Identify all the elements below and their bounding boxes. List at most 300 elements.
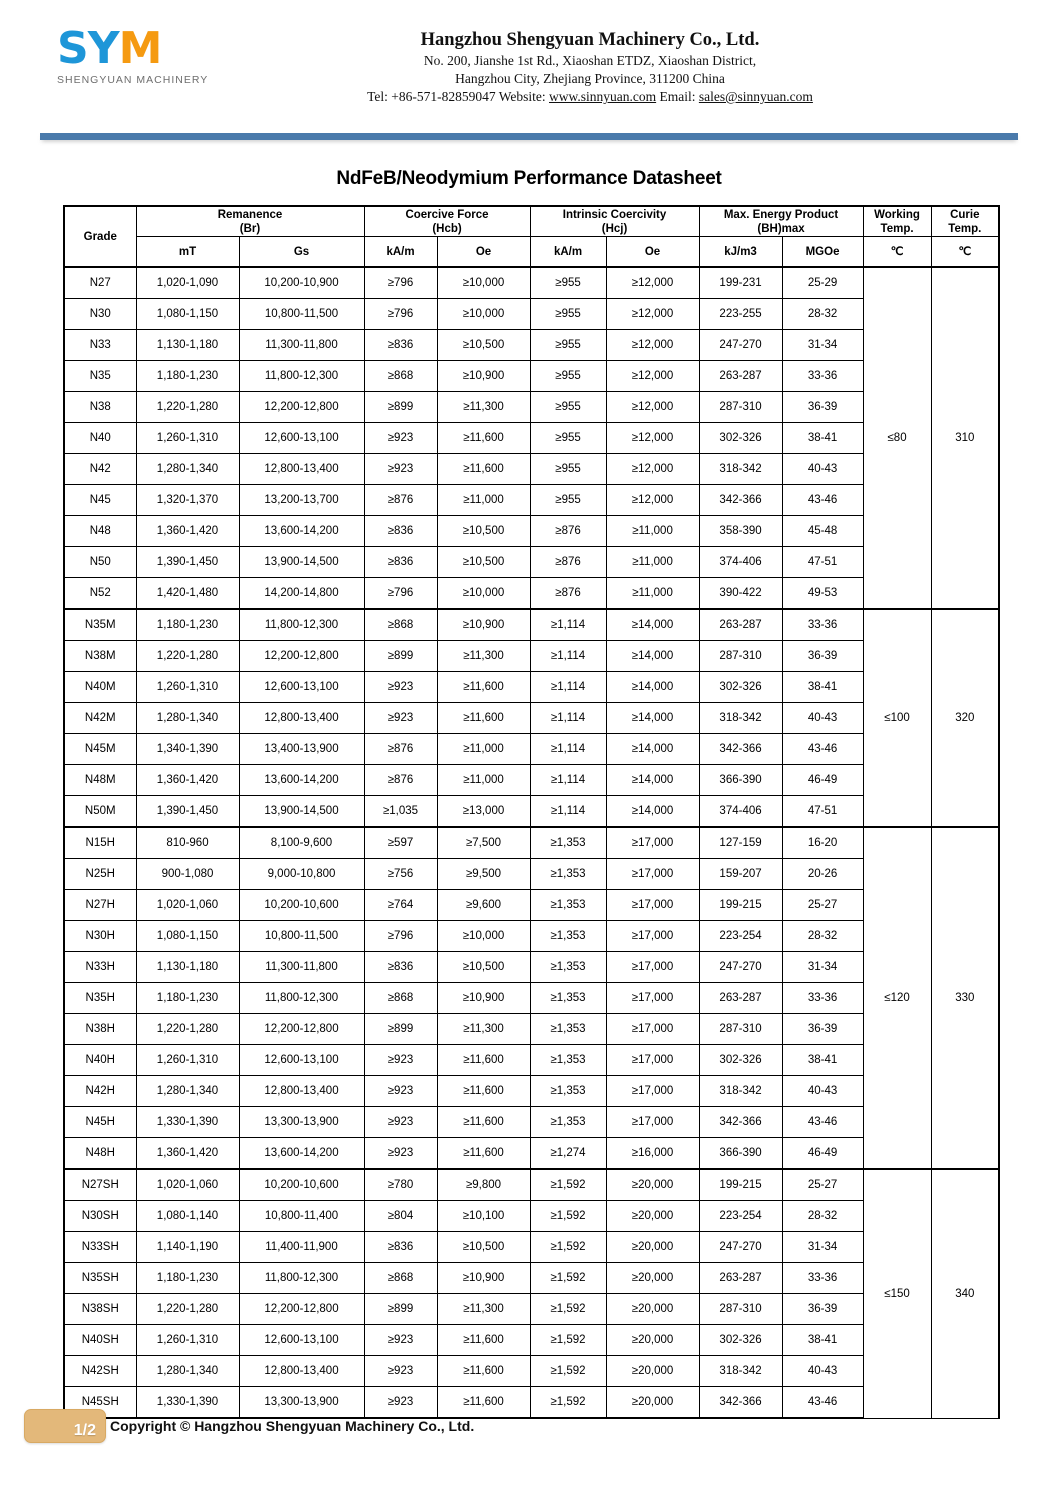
cell-bh-mgoe: 38-41 bbox=[782, 1325, 863, 1356]
cell-br-gs: 11,300-11,800 bbox=[239, 330, 364, 361]
cell-hcj-ka: ≥955 bbox=[530, 454, 606, 485]
cell-bh-kj: 358-390 bbox=[699, 516, 782, 547]
table-row bbox=[64, 361, 999, 392]
table-row bbox=[64, 1232, 999, 1263]
cell-hcb-ka: ≥899 bbox=[364, 1014, 437, 1045]
cell-br-mt: 900-1,080 bbox=[136, 859, 239, 890]
cell-bh-mgoe: 36-39 bbox=[782, 392, 863, 423]
cell-hcj-oe: ≥20,000 bbox=[606, 1356, 699, 1387]
cell-hcb-oe: ≥10,500 bbox=[437, 952, 530, 983]
cell-br-mt: 1,390-1,450 bbox=[136, 796, 239, 828]
cell-hcj-oe: ≥14,000 bbox=[606, 672, 699, 703]
cell-bh-kj: 199-215 bbox=[699, 1169, 782, 1201]
cell-br-mt: 1,280-1,340 bbox=[136, 703, 239, 734]
cell-hcj-oe: ≥20,000 bbox=[606, 1232, 699, 1263]
cell-hcb-ka: ≥923 bbox=[364, 1045, 437, 1076]
cell-bh-mgoe: 28-32 bbox=[782, 921, 863, 952]
cell-br-mt: 1,360-1,420 bbox=[136, 516, 239, 547]
unit-header-bh-kj: kJ/m3 bbox=[699, 237, 782, 268]
unit-header-curie-temp: ℃ bbox=[931, 237, 999, 268]
cell-hcb-oe: ≥10,500 bbox=[437, 1232, 530, 1263]
table-row bbox=[64, 516, 999, 547]
cell-grade: N50M bbox=[64, 796, 136, 828]
cell-hcb-oe: ≥9,500 bbox=[437, 859, 530, 890]
cell-grade: N48 bbox=[64, 516, 136, 547]
cell-hcj-ka: ≥1,353 bbox=[530, 952, 606, 983]
cell-grade: N40H bbox=[64, 1045, 136, 1076]
cell-hcb-oe: ≥11,600 bbox=[437, 1045, 530, 1076]
cell-hcj-oe: ≥12,000 bbox=[606, 330, 699, 361]
cell-grade: N42H bbox=[64, 1076, 136, 1107]
cell-br-mt: 1,080-1,150 bbox=[136, 921, 239, 952]
cell-hcb-oe: ≥11,600 bbox=[437, 423, 530, 454]
cell-br-gs: 12,800-13,400 bbox=[239, 703, 364, 734]
cell-hcj-ka: ≥1,353 bbox=[530, 1014, 606, 1045]
unit-header-br-mt: mT bbox=[136, 237, 239, 268]
cell-grade: N35 bbox=[64, 361, 136, 392]
cell-working-temp: ≤120 bbox=[863, 827, 931, 1169]
cell-br-gs: 11,800-12,300 bbox=[239, 361, 364, 392]
table-row bbox=[64, 1356, 999, 1387]
cell-hcb-oe: ≥10,000 bbox=[437, 578, 530, 610]
cell-bh-kj: 263-287 bbox=[699, 983, 782, 1014]
cell-hcj-ka: ≥1,592 bbox=[530, 1263, 606, 1294]
cell-hcb-ka: ≥923 bbox=[364, 1387, 437, 1419]
cell-br-gs: 12,200-12,800 bbox=[239, 641, 364, 672]
cell-grade: N52 bbox=[64, 578, 136, 610]
cell-br-mt: 1,260-1,310 bbox=[136, 1045, 239, 1076]
cell-hcj-oe: ≥20,000 bbox=[606, 1387, 699, 1419]
table-row bbox=[64, 1107, 999, 1138]
cell-bh-mgoe: 33-36 bbox=[782, 361, 863, 392]
cell-bh-mgoe: 38-41 bbox=[782, 423, 863, 454]
cell-bh-mgoe: 43-46 bbox=[782, 1387, 863, 1419]
table-row bbox=[64, 921, 999, 952]
cell-bh-mgoe: 47-51 bbox=[782, 547, 863, 578]
company-address-line-2: Hangzhou City, Zhejiang Province, 311200 China bbox=[455, 71, 725, 86]
cell-hcb-oe: ≥10,900 bbox=[437, 361, 530, 392]
cell-hcj-ka: ≥955 bbox=[530, 423, 606, 454]
col-header-working-temp bbox=[863, 206, 931, 237]
cell-br-gs: 12,800-13,400 bbox=[239, 1076, 364, 1107]
cell-bh-kj: 374-406 bbox=[699, 547, 782, 578]
cell-hcj-ka: ≥1,353 bbox=[530, 1107, 606, 1138]
cell-bh-mgoe: 36-39 bbox=[782, 1014, 863, 1045]
cell-bh-mgoe: 46-49 bbox=[782, 765, 863, 796]
cell-bh-kj: 302-326 bbox=[699, 423, 782, 454]
cell-hcj-oe: ≥17,000 bbox=[606, 983, 699, 1014]
cell-grade: N33 bbox=[64, 330, 136, 361]
cell-br-mt: 1,130-1,180 bbox=[136, 330, 239, 361]
cell-grade: N38M bbox=[64, 641, 136, 672]
cell-br-gs: 11,300-11,800 bbox=[239, 952, 364, 983]
cell-bh-kj: 390-422 bbox=[699, 578, 782, 610]
cell-curie-temp: 340 bbox=[931, 1169, 999, 1418]
cell-hcb-oe: ≥10,000 bbox=[437, 299, 530, 330]
cell-bh-kj: 366-390 bbox=[699, 765, 782, 796]
cell-hcb-ka: ≥923 bbox=[364, 1325, 437, 1356]
cell-br-mt: 1,280-1,340 bbox=[136, 454, 239, 485]
table-row bbox=[64, 547, 999, 578]
cell-curie-temp: 320 bbox=[931, 609, 999, 827]
cell-bh-kj: 223-254 bbox=[699, 921, 782, 952]
cell-bh-mgoe: 36-39 bbox=[782, 1294, 863, 1325]
table-row bbox=[64, 890, 999, 921]
cell-br-gs: 8,100-9,600 bbox=[239, 827, 364, 859]
cell-br-gs: 13,300-13,900 bbox=[239, 1387, 364, 1419]
logo-letter-s: S bbox=[57, 23, 88, 74]
remanence-symbol: (Br) bbox=[239, 222, 261, 235]
company-contact-line bbox=[240, 88, 940, 106]
cell-hcj-ka: ≥1,353 bbox=[530, 1076, 606, 1107]
cell-br-mt: 1,260-1,310 bbox=[136, 1325, 239, 1356]
cell-hcj-oe: ≥12,000 bbox=[606, 423, 699, 454]
website-link[interactable]: www.sinnyuan.com bbox=[549, 89, 657, 104]
cell-bh-kj: 287-310 bbox=[699, 1294, 782, 1325]
table-row bbox=[64, 392, 999, 423]
cell-hcb-oe: ≥11,600 bbox=[437, 1387, 530, 1419]
cell-hcb-ka: ≥923 bbox=[364, 454, 437, 485]
cell-hcb-ka: ≥876 bbox=[364, 734, 437, 765]
copyright-text: Copyright © Hangzhou Shengyuan Machinery Co., Ltd. bbox=[110, 1418, 475, 1434]
cell-bh-kj: 318-342 bbox=[699, 1356, 782, 1387]
cell-grade: N35H bbox=[64, 983, 136, 1014]
cell-hcj-oe: ≥14,000 bbox=[606, 796, 699, 828]
cell-hcj-oe: ≥14,000 bbox=[606, 765, 699, 796]
cell-bh-kj: 287-310 bbox=[699, 392, 782, 423]
cell-br-gs: 12,600-13,100 bbox=[239, 1325, 364, 1356]
cell-bh-kj: 223-255 bbox=[699, 299, 782, 330]
cell-bh-kj: 342-366 bbox=[699, 734, 782, 765]
header-row-units bbox=[64, 237, 999, 268]
cell-grade: N48M bbox=[64, 765, 136, 796]
cell-br-mt: 1,330-1,390 bbox=[136, 1387, 239, 1419]
page-number-badge bbox=[24, 1409, 106, 1443]
table-row bbox=[64, 983, 999, 1014]
cell-hcj-oe: ≥12,000 bbox=[606, 267, 699, 299]
cell-bh-mgoe: 43-46 bbox=[782, 485, 863, 516]
cell-br-gs: 13,600-14,200 bbox=[239, 516, 364, 547]
cell-grade: N45SH bbox=[64, 1387, 136, 1419]
cell-br-mt: 1,360-1,420 bbox=[136, 1138, 239, 1170]
cell-grade: N25H bbox=[64, 859, 136, 890]
page-header bbox=[0, 0, 1058, 118]
cell-bh-kj: 342-366 bbox=[699, 1387, 782, 1419]
company-contact-block bbox=[240, 28, 940, 106]
cell-bh-mgoe: 16-20 bbox=[782, 827, 863, 859]
cell-hcb-ka: ≥796 bbox=[364, 578, 437, 610]
cell-hcj-oe: ≥16,000 bbox=[606, 1138, 699, 1170]
cell-hcb-ka: ≥796 bbox=[364, 267, 437, 299]
cell-hcb-ka: ≥868 bbox=[364, 983, 437, 1014]
cell-bh-kj: 287-310 bbox=[699, 641, 782, 672]
cell-hcb-ka: ≥836 bbox=[364, 516, 437, 547]
cell-bh-kj: 127-159 bbox=[699, 827, 782, 859]
cell-hcb-ka: ≥876 bbox=[364, 765, 437, 796]
cell-bh-mgoe: 31-34 bbox=[782, 1232, 863, 1263]
company-address-line-1: No. 200, Jianshe 1st Rd., Xiaoshan ETDZ, Xiaoshan District, bbox=[423, 53, 757, 68]
table-row bbox=[64, 765, 999, 796]
cell-grade: N45M bbox=[64, 734, 136, 765]
cell-hcb-ka: ≥1,035 bbox=[364, 796, 437, 828]
ndfeb-performance-table bbox=[63, 205, 1000, 1419]
unit-header-bh-mgoe: MGOe bbox=[782, 237, 863, 268]
cell-br-mt: 810-960 bbox=[136, 827, 239, 859]
cell-br-mt: 1,130-1,180 bbox=[136, 952, 239, 983]
cell-bh-mgoe: 36-39 bbox=[782, 641, 863, 672]
cell-hcb-ka: ≥796 bbox=[364, 921, 437, 952]
cell-hcj-ka: ≥1,274 bbox=[530, 1138, 606, 1170]
cell-br-gs: 10,800-11,500 bbox=[239, 921, 364, 952]
unit-header-hcb-oe: Oe bbox=[437, 237, 530, 268]
cell-hcb-oe: ≥10,000 bbox=[437, 267, 530, 299]
email-label: Email: bbox=[656, 89, 699, 104]
cell-hcb-ka: ≥868 bbox=[364, 361, 437, 392]
page-title: NdFeB/Neodymium Performance Datasheet bbox=[336, 168, 722, 189]
table-row bbox=[64, 578, 999, 610]
cell-hcj-oe: ≥12,000 bbox=[606, 361, 699, 392]
cell-hcb-oe: ≥9,800 bbox=[437, 1169, 530, 1201]
cell-br-gs: 12,600-13,100 bbox=[239, 423, 364, 454]
table-row bbox=[64, 454, 999, 485]
cell-hcj-ka: ≥1,114 bbox=[530, 609, 606, 641]
cell-hcb-ka: ≥868 bbox=[364, 1263, 437, 1294]
cell-hcb-ka: ≥876 bbox=[364, 485, 437, 516]
cell-hcj-ka: ≥1,353 bbox=[530, 1045, 606, 1076]
cell-br-gs: 12,200-12,800 bbox=[239, 1014, 364, 1045]
cell-br-gs: 11,400-11,900 bbox=[239, 1232, 364, 1263]
cell-br-gs: 13,300-13,900 bbox=[239, 1107, 364, 1138]
table-body bbox=[64, 267, 999, 1418]
logo-letter-y: Y bbox=[87, 23, 119, 74]
cell-hcb-oe: ≥11,000 bbox=[437, 485, 530, 516]
cell-hcj-oe: ≥14,000 bbox=[606, 641, 699, 672]
table-row bbox=[64, 423, 999, 454]
cell-hcb-ka: ≥836 bbox=[364, 1232, 437, 1263]
cell-hcj-ka: ≥1,353 bbox=[530, 827, 606, 859]
cell-hcj-oe: ≥11,000 bbox=[606, 578, 699, 610]
cell-bh-kj: 302-326 bbox=[699, 672, 782, 703]
cell-hcj-ka: ≥1,114 bbox=[530, 703, 606, 734]
unit-header-br-gs: Gs bbox=[239, 237, 364, 268]
cell-grade: N27 bbox=[64, 267, 136, 299]
cell-bh-kj: 318-342 bbox=[699, 703, 782, 734]
cell-bh-kj: 247-270 bbox=[699, 330, 782, 361]
cell-hcj-oe: ≥11,000 bbox=[606, 516, 699, 547]
working-temp-label-2: Temp. bbox=[880, 222, 914, 235]
logo-letter-m: M bbox=[118, 23, 162, 74]
cell-hcj-oe: ≥17,000 bbox=[606, 1045, 699, 1076]
cell-bh-mgoe: 49-53 bbox=[782, 578, 863, 610]
cell-br-gs: 11,800-12,300 bbox=[239, 1263, 364, 1294]
cell-bh-kj: 263-287 bbox=[699, 609, 782, 641]
cell-hcb-ka: ≥796 bbox=[364, 299, 437, 330]
cell-bh-mgoe: 40-43 bbox=[782, 1356, 863, 1387]
table-row bbox=[64, 609, 999, 641]
cell-grade: N42SH bbox=[64, 1356, 136, 1387]
cell-hcb-ka: ≥899 bbox=[364, 641, 437, 672]
cell-hcj-ka: ≥876 bbox=[530, 516, 606, 547]
cell-br-mt: 1,180-1,230 bbox=[136, 361, 239, 392]
cell-hcj-ka: ≥1,114 bbox=[530, 641, 606, 672]
intrinsic-label: Intrinsic Coercivity bbox=[562, 208, 667, 221]
cell-hcb-oe: ≥11,300 bbox=[437, 641, 530, 672]
cell-bh-kj: 247-270 bbox=[699, 1232, 782, 1263]
cell-hcb-ka: ≥836 bbox=[364, 952, 437, 983]
cell-grade: N50 bbox=[64, 547, 136, 578]
cell-grade: N42 bbox=[64, 454, 136, 485]
cell-bh-kj: 263-287 bbox=[699, 361, 782, 392]
cell-bh-mgoe: 40-43 bbox=[782, 703, 863, 734]
cell-bh-kj: 302-326 bbox=[699, 1045, 782, 1076]
cell-hcb-oe: ≥11,000 bbox=[437, 734, 530, 765]
cell-hcj-ka: ≥955 bbox=[530, 485, 606, 516]
table-row bbox=[64, 703, 999, 734]
cell-br-gs: 13,900-14,500 bbox=[239, 796, 364, 828]
cell-working-temp: ≤80 bbox=[863, 267, 931, 609]
cell-br-gs: 12,200-12,800 bbox=[239, 392, 364, 423]
cell-hcb-oe: ≥11,600 bbox=[437, 672, 530, 703]
cell-br-mt: 1,260-1,310 bbox=[136, 423, 239, 454]
cell-hcb-oe: ≥10,500 bbox=[437, 330, 530, 361]
cell-hcb-oe: ≥11,600 bbox=[437, 454, 530, 485]
datasheet-table-container bbox=[63, 205, 998, 1419]
cell-hcb-ka: ≥899 bbox=[364, 1294, 437, 1325]
cell-hcj-ka: ≥1,592 bbox=[530, 1232, 606, 1263]
cell-bh-mgoe: 47-51 bbox=[782, 796, 863, 828]
cell-bh-kj: 342-366 bbox=[699, 485, 782, 516]
col-header-intrinsic-coercivity bbox=[530, 206, 699, 237]
cell-hcb-oe: ≥10,900 bbox=[437, 983, 530, 1014]
cell-hcb-oe: ≥10,900 bbox=[437, 609, 530, 641]
col-header-grade: Grade bbox=[64, 206, 136, 267]
cell-hcb-oe: ≥10,500 bbox=[437, 516, 530, 547]
cell-grade: N30 bbox=[64, 299, 136, 330]
curie-temp-label-2: Temp. bbox=[948, 222, 982, 235]
cell-grade: N40M bbox=[64, 672, 136, 703]
table-row bbox=[64, 859, 999, 890]
col-header-max-energy-product bbox=[699, 206, 863, 237]
cell-hcj-oe: ≥17,000 bbox=[606, 921, 699, 952]
cell-bh-mgoe: 25-29 bbox=[782, 267, 863, 299]
cell-hcj-ka: ≥1,114 bbox=[530, 734, 606, 765]
cell-br-mt: 1,220-1,280 bbox=[136, 641, 239, 672]
cell-bh-mgoe: 33-36 bbox=[782, 983, 863, 1014]
cell-hcb-ka: ≥804 bbox=[364, 1201, 437, 1232]
cell-hcj-oe: ≥17,000 bbox=[606, 859, 699, 890]
cell-br-gs: 13,400-13,900 bbox=[239, 734, 364, 765]
table-row bbox=[64, 267, 999, 299]
cell-br-gs: 12,600-13,100 bbox=[239, 672, 364, 703]
cell-hcb-ka: ≥764 bbox=[364, 890, 437, 921]
cell-br-mt: 1,180-1,230 bbox=[136, 1263, 239, 1294]
cell-bh-mgoe: 28-32 bbox=[782, 1201, 863, 1232]
cell-br-mt: 1,220-1,280 bbox=[136, 1294, 239, 1325]
cell-grade: N35M bbox=[64, 609, 136, 641]
cell-grade: N33H bbox=[64, 952, 136, 983]
cell-hcj-oe: ≥17,000 bbox=[606, 952, 699, 983]
cell-hcb-ka: ≥923 bbox=[364, 703, 437, 734]
cell-bh-mgoe: 40-43 bbox=[782, 1076, 863, 1107]
cell-hcj-oe: ≥14,000 bbox=[606, 703, 699, 734]
cell-br-mt: 1,280-1,340 bbox=[136, 1356, 239, 1387]
header-divider-rule bbox=[40, 133, 1018, 140]
cell-hcj-ka: ≥1,592 bbox=[530, 1387, 606, 1419]
cell-hcb-oe: ≥11,000 bbox=[437, 765, 530, 796]
cell-grade: N15H bbox=[64, 827, 136, 859]
cell-grade: N33SH bbox=[64, 1232, 136, 1263]
cell-hcj-ka: ≥876 bbox=[530, 547, 606, 578]
cell-bh-mgoe: 43-46 bbox=[782, 734, 863, 765]
table-row bbox=[64, 1076, 999, 1107]
table-head bbox=[64, 206, 999, 267]
table-row bbox=[64, 796, 999, 828]
cell-br-mt: 1,220-1,280 bbox=[136, 1014, 239, 1045]
cell-curie-temp: 330 bbox=[931, 827, 999, 1169]
cell-curie-temp: 310 bbox=[931, 267, 999, 609]
cell-hcb-oe: ≥11,600 bbox=[437, 1325, 530, 1356]
table-row bbox=[64, 485, 999, 516]
cell-working-temp: ≤150 bbox=[863, 1169, 931, 1418]
email-link[interactable]: sales@sinnyuan.com bbox=[698, 89, 813, 104]
cell-hcj-ka: ≥1,592 bbox=[530, 1356, 606, 1387]
cell-hcb-oe: ≥11,600 bbox=[437, 703, 530, 734]
cell-bh-mgoe: 33-36 bbox=[782, 1263, 863, 1294]
cell-hcb-oe: ≥11,600 bbox=[437, 1076, 530, 1107]
energy-symbol: (BH)max bbox=[757, 222, 805, 235]
cell-br-mt: 1,360-1,420 bbox=[136, 765, 239, 796]
cell-br-gs: 13,600-14,200 bbox=[239, 765, 364, 796]
cell-br-mt: 1,420-1,480 bbox=[136, 578, 239, 610]
coercive-symbol: (Hcb) bbox=[432, 222, 462, 235]
cell-hcb-ka: ≥836 bbox=[364, 330, 437, 361]
intrinsic-symbol: (Hcj) bbox=[601, 222, 628, 235]
coercive-label: Coercive Force bbox=[405, 208, 489, 221]
cell-bh-kj: 374-406 bbox=[699, 796, 782, 828]
cell-hcj-ka: ≥955 bbox=[530, 299, 606, 330]
cell-br-mt: 1,020-1,060 bbox=[136, 890, 239, 921]
cell-grade: N30SH bbox=[64, 1201, 136, 1232]
cell-br-mt: 1,080-1,140 bbox=[136, 1201, 239, 1232]
company-name: Hangzhou Shengyuan Machinery Co., Ltd. bbox=[420, 30, 760, 50]
cell-br-mt: 1,020-1,060 bbox=[136, 1169, 239, 1201]
cell-br-mt: 1,180-1,230 bbox=[136, 983, 239, 1014]
cell-bh-kj: 318-342 bbox=[699, 1076, 782, 1107]
cell-hcb-ka: ≥756 bbox=[364, 859, 437, 890]
table-row bbox=[64, 1169, 999, 1201]
table-row bbox=[64, 672, 999, 703]
cell-hcb-ka: ≥923 bbox=[364, 423, 437, 454]
cell-hcb-oe: ≥10,100 bbox=[437, 1201, 530, 1232]
cell-br-gs: 10,800-11,500 bbox=[239, 299, 364, 330]
cell-hcj-oe: ≥17,000 bbox=[606, 1107, 699, 1138]
cell-hcb-ka: ≥868 bbox=[364, 609, 437, 641]
page-footer bbox=[0, 1409, 1058, 1449]
col-header-remanence bbox=[136, 206, 364, 237]
cell-grade: N38 bbox=[64, 392, 136, 423]
cell-grade: N42M bbox=[64, 703, 136, 734]
cell-br-mt: 1,330-1,390 bbox=[136, 1107, 239, 1138]
cell-hcb-oe: ≥11,300 bbox=[437, 1014, 530, 1045]
cell-bh-mgoe: 43-46 bbox=[782, 1107, 863, 1138]
cell-br-gs: 14,200-14,800 bbox=[239, 578, 364, 610]
table-row bbox=[64, 952, 999, 983]
cell-hcj-oe: ≥14,000 bbox=[606, 734, 699, 765]
cell-br-gs: 12,200-12,800 bbox=[239, 1294, 364, 1325]
cell-bh-kj: 287-310 bbox=[699, 1014, 782, 1045]
cell-hcb-ka: ≥923 bbox=[364, 672, 437, 703]
cell-br-mt: 1,280-1,340 bbox=[136, 1076, 239, 1107]
